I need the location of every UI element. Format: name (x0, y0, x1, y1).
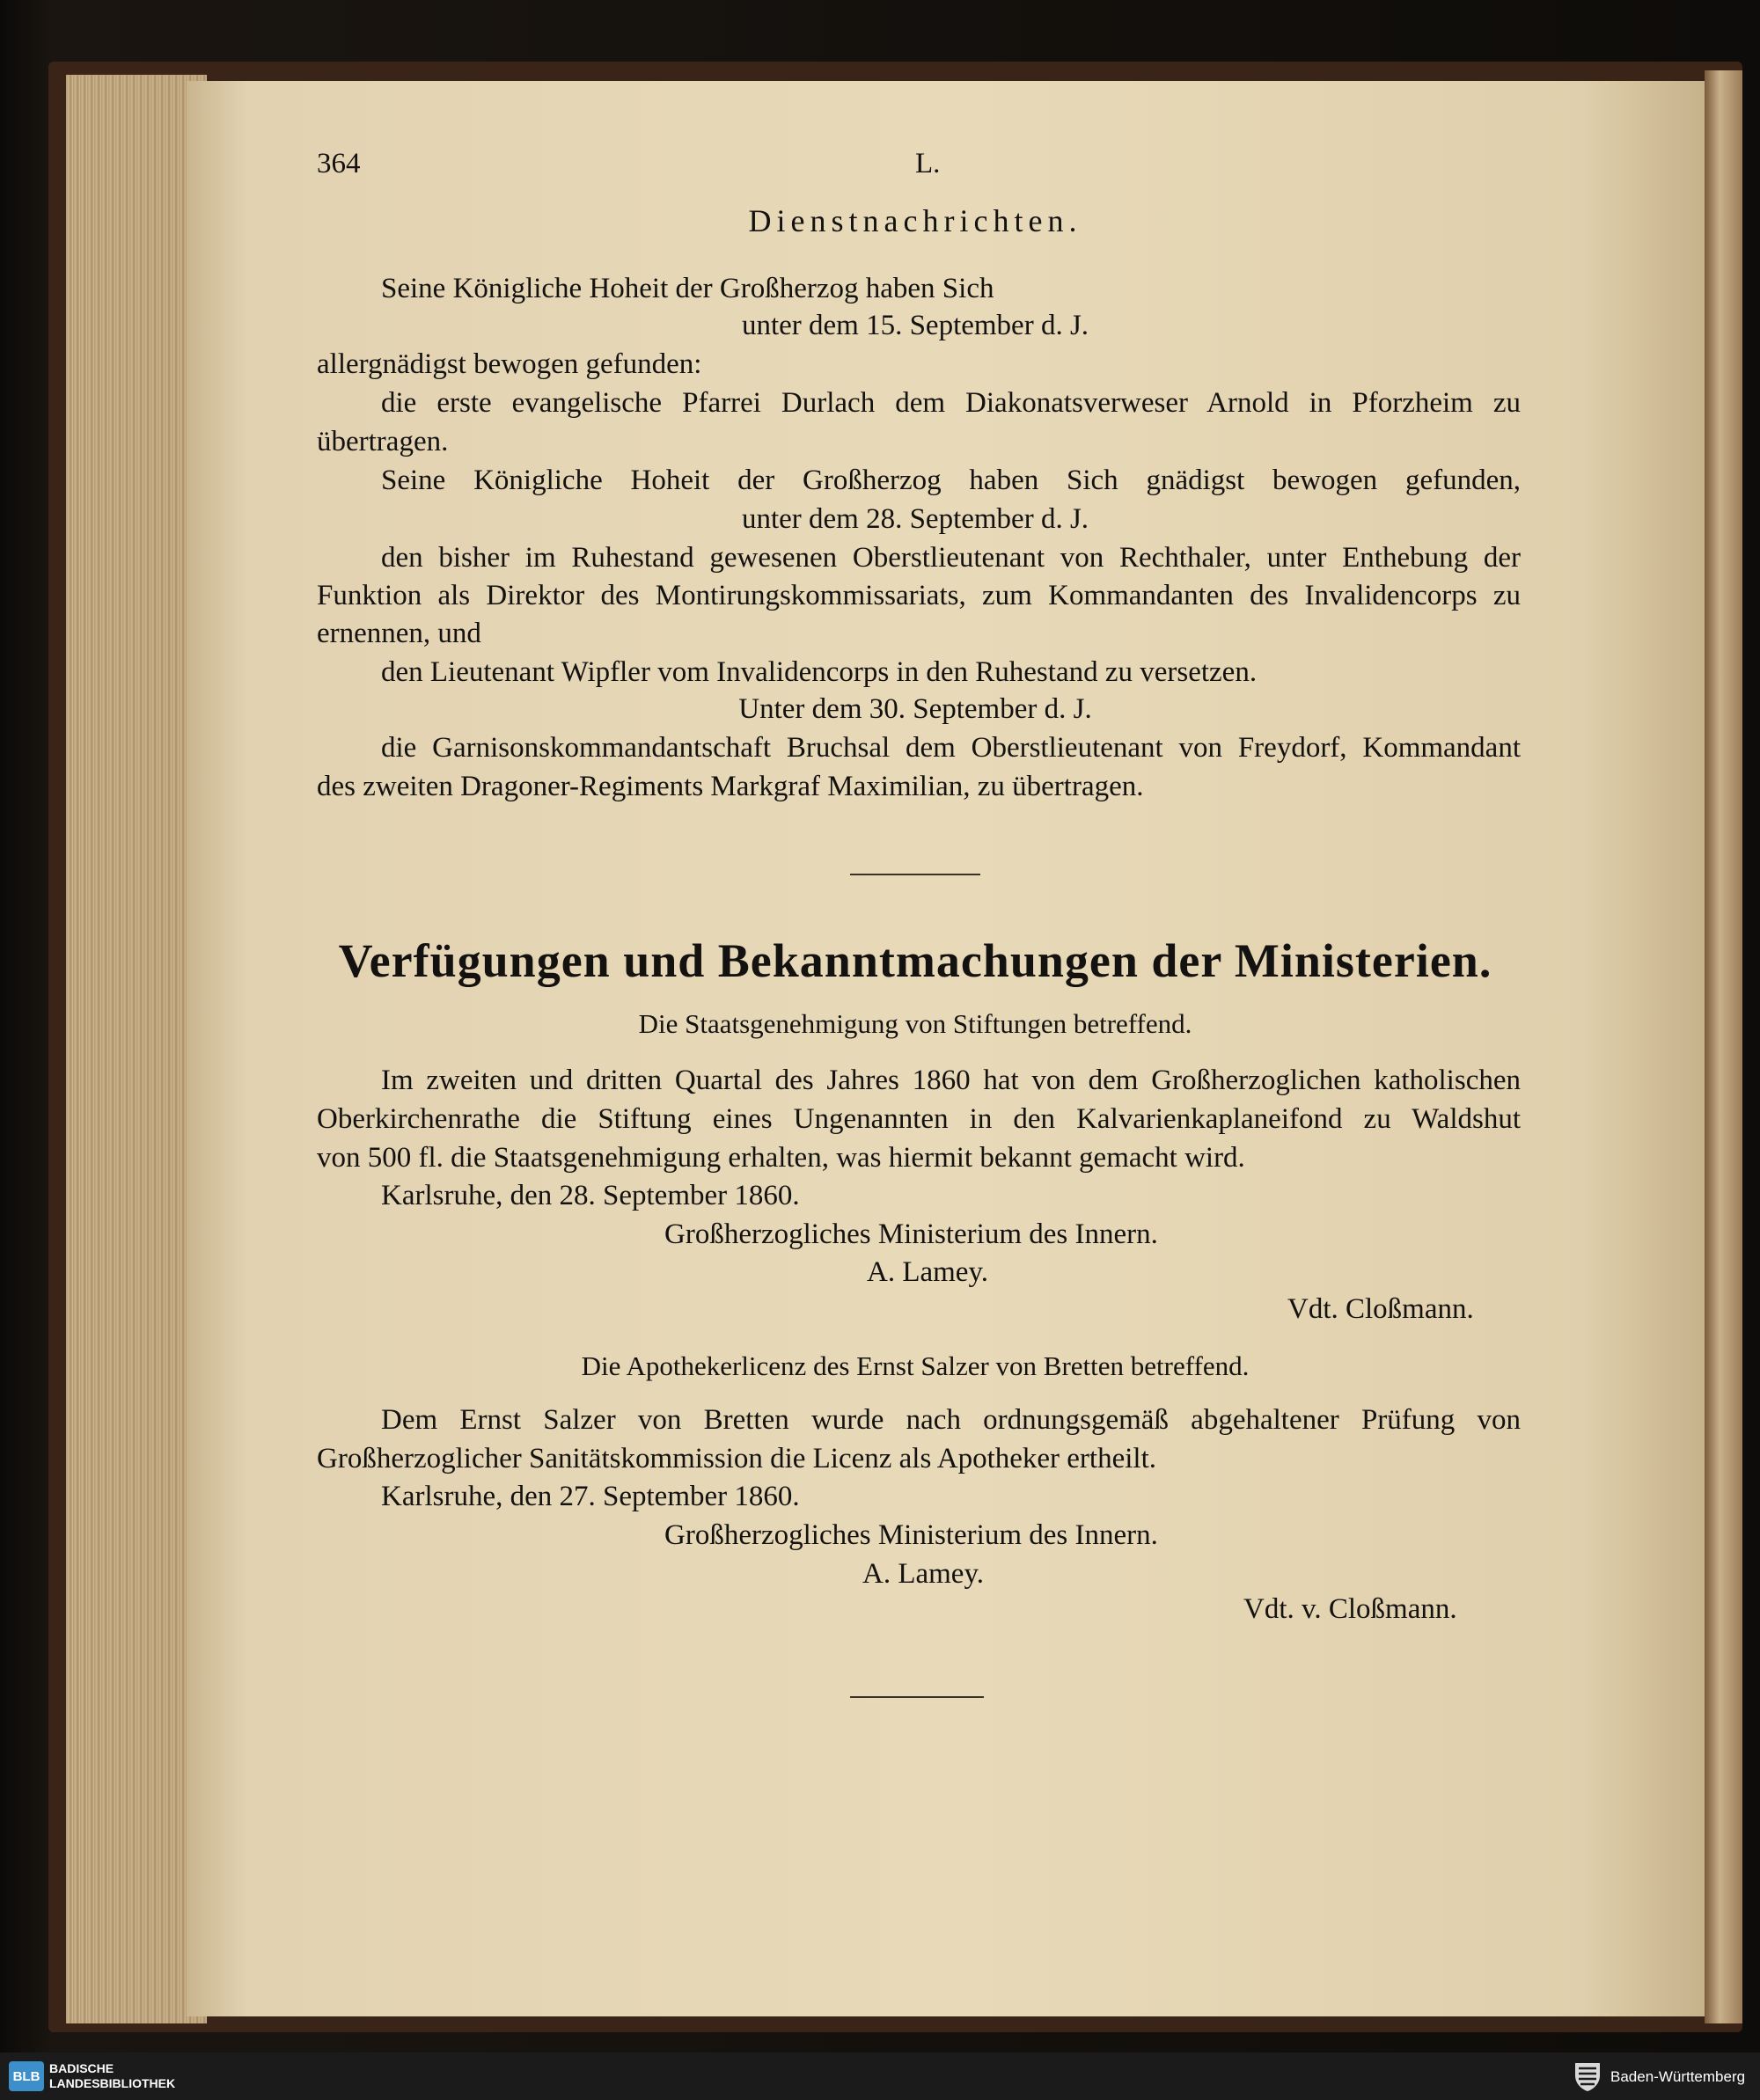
stiftungen-ministry: Großherzogliches Ministerium des Innern. (664, 1218, 1158, 1250)
apotheker-signer: A. Lamey. (862, 1558, 985, 1590)
apotheker-line2: Großherzoglicher Sanitätskommission die Licenz als Apotheker ertheilt. (317, 1443, 1156, 1474)
end-divider (850, 1696, 984, 1698)
dienst-p2-line2: den bisher im Ruhestand gewesenen Oberstlieutenant von Rechthaler, unter Enthebung der (381, 542, 1521, 574)
apotheker-place-date: Karlsruhe, den 27. September 1860. (381, 1481, 800, 1512)
dienst-p2-line1: Seine Königliche Hoheit der Großherzog haben Sich gnädigst bewogen gefunden, (381, 465, 1521, 496)
blb-name[interactable] (49, 2061, 175, 2091)
dienst-p2-line3: Funktion als Direktor des Montirungskommissariats, zum Kommandanten des Invalidencorps zu (317, 580, 1521, 611)
dienst-p3-date: Unter dem 30. September d. J. (738, 693, 1092, 725)
dienst-p1-line2: allergnädigst bewogen gefunden: (317, 348, 702, 380)
stiftungen-place-date: Karlsruhe, den 28. September 1860. (381, 1180, 800, 1211)
stiftungen-line2: Oberkirchenrathe die Stiftung eines Ungenannten in den Kalvarienkaplaneifond zu Waldshut (317, 1103, 1521, 1135)
viewer-footer (0, 2052, 1760, 2100)
sheet-marker: L. (915, 148, 941, 179)
dienst-p1-date: unter dem 15. September d. J. (741, 310, 1089, 341)
section-subtitle-apothekerlicenz: Die Apothekerlicenz des Ernst Salzer von Bretten betreffend. (581, 1350, 1250, 1381)
dienst-p2-date: unter dem 28. September d. J. (741, 503, 1089, 535)
apotheker-ministry: Großherzogliches Ministerium des Innern. (664, 1519, 1158, 1551)
blb-logo[interactable]: BLB (9, 2061, 44, 2091)
stiftungen-vdt: Vdt. Cloßmann. (1287, 1293, 1474, 1325)
apotheker-vdt: Vdt. v. Cloßmann. (1243, 1593, 1457, 1625)
stiftungen-line3: von 500 fl. die Staatsgenehmigung erhalten, was hiermit bekannt gemacht wird. (317, 1142, 1245, 1174)
baden-wuerttemberg-coat-of-arms-icon (1572, 2060, 1603, 2093)
section-divider (850, 874, 980, 875)
main-heading: Verfügungen und Bekanntmachungen der Ministerien. (338, 934, 1492, 987)
dienst-p3-line2: des zweiten Dragoner-Regiments Markgraf Maximilian, zu übertragen. (317, 771, 1144, 802)
section-subtitle-stiftungen: Die Staatsgenehmigung von Stiftungen betreffend. (638, 1008, 1192, 1039)
dienst-p3-line1: die Garnisonskommandantschaft Bruchsal dem Oberstlieutenant von Freydorf, Kommandant (381, 732, 1521, 764)
stiftungen-line1: Im zweiten und dritten Quartal des Jahres 1860 hat von dem Großherzoglichen katholischen (381, 1065, 1521, 1096)
page-number: 364 (317, 148, 361, 179)
dienst-p2-line5: den Lieutenant Wipfler vom Invalidencorps in den Ruhestand zu versetzen. (381, 656, 1258, 688)
dienst-p1-line1: Seine Königliche Hoheit der Großherzog haben Sich (381, 273, 994, 304)
stiftungen-signer: A. Lamey. (867, 1256, 989, 1288)
dienst-p2-line4: ernennen, und (317, 618, 481, 649)
dienst-p1-line3: die erste evangelische Pfarrei Durlach dem Diakonatsverweser Arnold in Pforzheim zu (381, 387, 1521, 419)
baden-wuerttemberg-label[interactable]: Baden-Württemberg (1610, 2068, 1746, 2085)
section-title-dienstnachrichten: Dienstnachrichten. (748, 203, 1082, 238)
blb-name-line2: LANDESBIBLIOTHEK (49, 2076, 176, 2090)
facing-page-edge (1705, 70, 1742, 2023)
blb-name-line1: BADISCHE (49, 2061, 114, 2075)
page-edges (66, 75, 207, 2023)
dienst-p1-line4: übertragen. (317, 426, 449, 457)
apotheker-line1: Dem Ernst Salzer von Bretten wurde nach ordnungsgemäß abgehaltener Prüfung von (381, 1404, 1521, 1436)
